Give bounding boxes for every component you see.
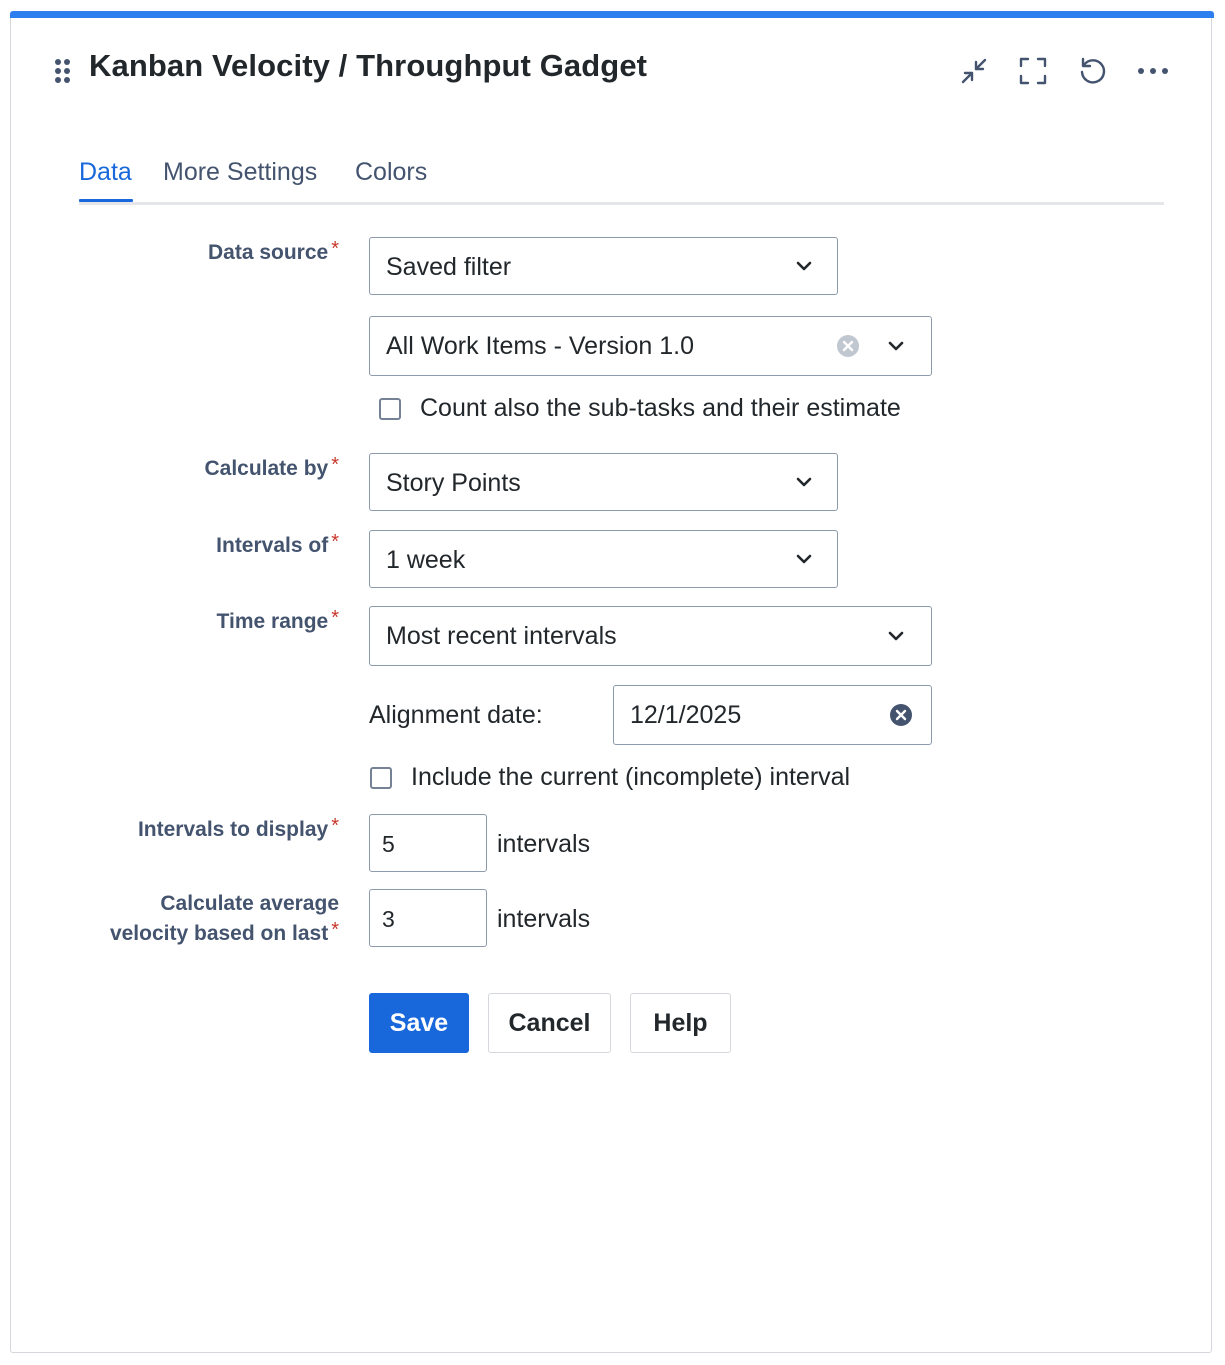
intervals-of-value: 1 week: [386, 546, 466, 574]
accent-bar: [10, 11, 1214, 18]
tab-more-settings[interactable]: More Settings: [163, 158, 318, 186]
chevron-down-icon: [886, 338, 906, 354]
include-current-checkbox-label: Include the current (incomplete) interval: [411, 763, 851, 791]
more-options-icon[interactable]: [1137, 55, 1169, 87]
tab-data[interactable]: Data: [79, 158, 132, 187]
average-velocity-label: Calculate average velocity based on last *: [109, 892, 339, 945]
alignment-date-input[interactable]: [613, 685, 932, 745]
help-button[interactable]: Help: [630, 993, 731, 1053]
filter-select[interactable]: [369, 316, 932, 376]
calculate-by-label: Calculate by *: [204, 454, 339, 480]
clear-date-icon[interactable]: [889, 703, 913, 727]
subtasks-checkbox-row: [379, 394, 901, 423]
chevron-down-icon: [794, 258, 814, 274]
intervals-of-label: Intervals of *: [216, 531, 339, 557]
filter-value: All Work Items - Version 1.0: [386, 332, 694, 360]
active-tab-indicator: [79, 199, 133, 202]
average-velocity-input[interactable]: [369, 889, 487, 947]
intervals-of-select[interactable]: [369, 530, 838, 588]
tab-colors[interactable]: Colors: [355, 158, 428, 186]
save-button[interactable]: Save: [369, 993, 469, 1053]
intervals-to-display-input[interactable]: [369, 814, 487, 872]
calculate-by-select[interactable]: [369, 453, 838, 511]
chevron-down-icon: [794, 474, 814, 490]
cancel-button[interactable]: Cancel: [488, 993, 611, 1053]
refresh-icon[interactable]: [1077, 55, 1109, 87]
drag-handle-icon[interactable]: [53, 58, 73, 86]
intervals-to-display-value: 5: [382, 831, 395, 857]
alignment-date-label: Alignment date:: [369, 701, 543, 729]
intervals-to-display-label: Intervals to display *: [137, 815, 339, 841]
data-source-label: Data source *: [207, 238, 339, 264]
time-range-label: Time range *: [216, 607, 339, 633]
data-source-value: Saved filter: [386, 253, 512, 281]
alignment-date-value: 12/1/2025: [630, 701, 742, 729]
time-range-select[interactable]: [369, 606, 932, 666]
include-current-checkbox-row: [370, 763, 850, 792]
intervals-unit-label: intervals: [497, 830, 591, 858]
gadget-panel: [10, 11, 1212, 1353]
data-source-select[interactable]: [369, 237, 838, 295]
gadget-header: [11, 18, 1213, 108]
subtasks-checkbox[interactable]: [379, 398, 401, 420]
average-velocity-value: 3: [382, 906, 395, 932]
average-velocity-unit-label: intervals: [497, 905, 591, 933]
minimize-icon[interactable]: [958, 55, 990, 87]
subtasks-checkbox-label: Count also the sub-tasks and their estimate: [420, 394, 901, 422]
include-current-checkbox[interactable]: [370, 767, 392, 789]
calculate-by-value: Story Points: [386, 469, 521, 497]
tab-bar: [79, 156, 1164, 205]
gadget-title: Kanban Velocity / Throughput Gadget: [89, 48, 648, 83]
time-range-value: Most recent intervals: [386, 622, 617, 650]
clear-filter-icon[interactable]: [836, 334, 860, 358]
fullscreen-icon[interactable]: [1017, 55, 1049, 87]
chevron-down-icon: [886, 628, 906, 644]
chevron-down-icon: [794, 551, 814, 567]
